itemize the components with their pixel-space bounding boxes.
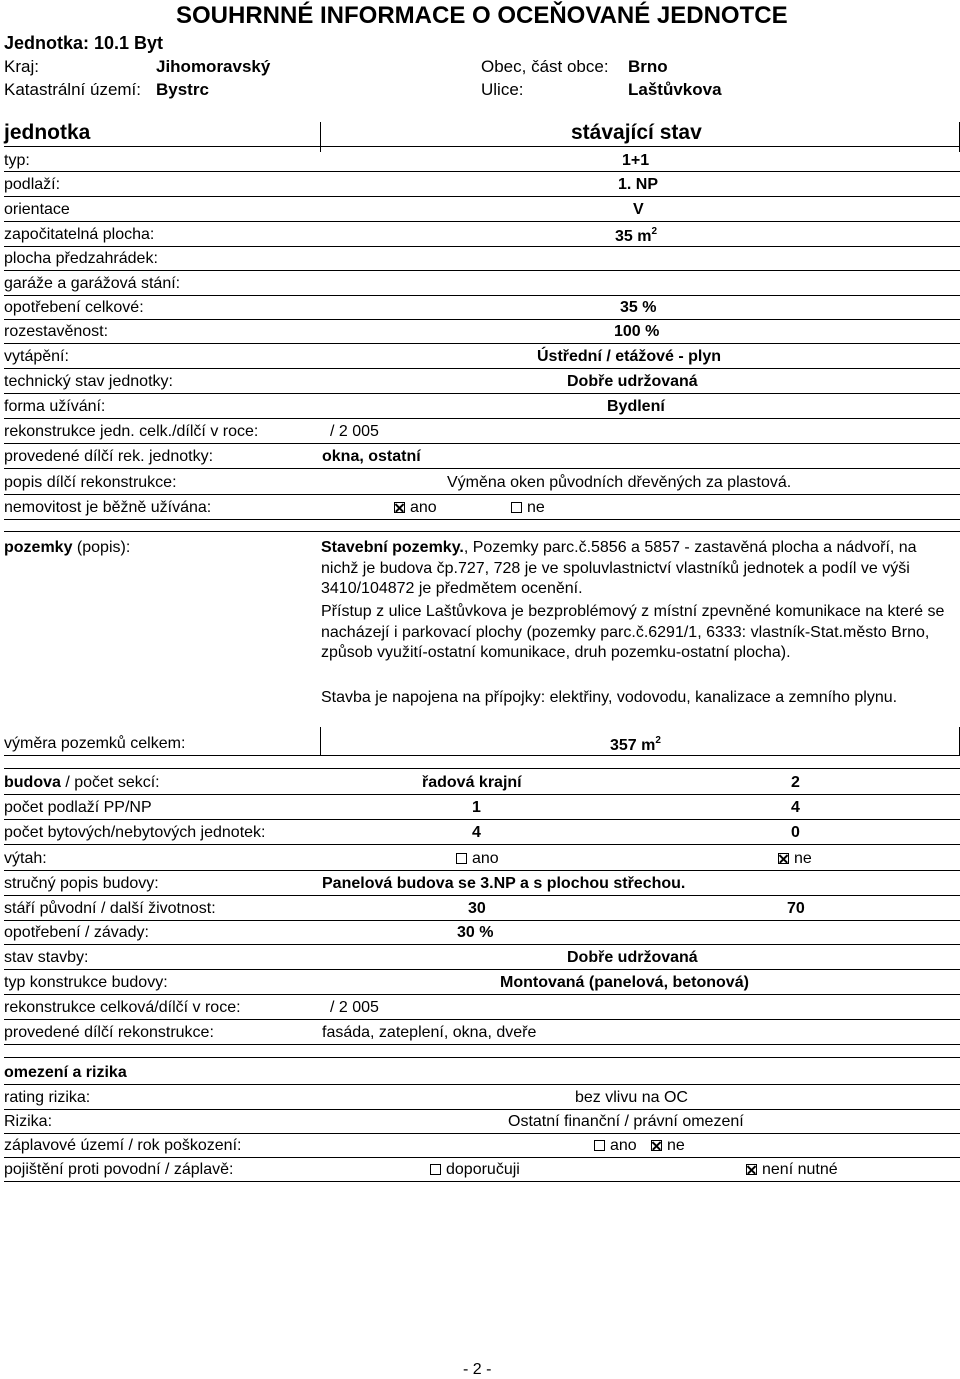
column-separator: [320, 727, 321, 755]
unit-column-title: stávající stav: [571, 121, 702, 144]
rozestavenost-value: 100 %: [614, 323, 660, 340]
opotrebeni-budovy-label: opotřebení / závady:: [4, 924, 149, 941]
jednotky-label: počet bytových/nebytových jednotek:: [4, 824, 266, 841]
divider: [4, 146, 960, 147]
np-value: 4: [791, 799, 800, 816]
land-title: pozemky (popis):: [4, 539, 131, 556]
divider: [4, 794, 960, 795]
divider: [4, 368, 960, 369]
divider: [4, 494, 960, 495]
divider: [4, 393, 960, 394]
divider: [4, 1019, 960, 1020]
zaplava-label: záplavové území / rok poškození:: [4, 1137, 242, 1154]
vytapeni-label: vytápění:: [4, 348, 69, 365]
konstrukce-label: typ konstrukce budovy:: [4, 974, 168, 991]
popis-label: popis dílčí rekonstrukce:: [4, 474, 177, 491]
vymera-label: výměra pozemků celkem:: [4, 735, 186, 752]
provedene-budovy-value: fasáda, zateplení, okna, dveře: [322, 1024, 537, 1041]
divider: [4, 468, 960, 469]
typ-label: typ:: [4, 152, 30, 169]
divider: [4, 969, 960, 970]
zaplava-yes-option[interactable]: ano: [594, 1138, 637, 1154]
uzivana-yes-option[interactable]: ano: [394, 500, 437, 516]
stav-stavby-value: Dobře udržovaná: [567, 949, 698, 966]
katastr-label: Katastrální území:: [4, 80, 142, 99]
obec-value: Brno: [628, 57, 668, 76]
divider: [4, 270, 960, 271]
pojisteni-label: pojištění proti povodní / záplavě:: [4, 1161, 234, 1178]
divider: [4, 246, 960, 247]
checked-box-icon: [394, 502, 405, 513]
checked-box-icon: [778, 853, 789, 864]
zivotnost-value: 70: [787, 900, 805, 917]
divider: [4, 895, 960, 896]
orientace-label: orientace: [4, 201, 70, 218]
sekce-count: 2: [791, 774, 800, 791]
nebytove-value: 0: [791, 824, 800, 841]
podlazi-value: 1. NP: [618, 176, 659, 193]
kraj-label: Kraj:: [4, 57, 39, 76]
vytah-yes-option[interactable]: ano: [456, 851, 499, 867]
land-paragraph-2: Přístup z ulice Laštůvkova je bezproblémový z místní zpevněné komunikace na které se nacházejí i parkovací plochy (pozemky parc.č.6291/1, 6333: vlastník-Stat.město Brno, způsob využití-ostatní komunikace, druh pozemku-ostatní plocha).: [321, 603, 945, 661]
checked-box-icon: [651, 1140, 662, 1151]
vymera-value: 357 $m^2$: [610, 735, 661, 754]
divider: [4, 870, 960, 871]
popis-budovy-label: stručný popis budovy:: [4, 875, 159, 892]
divider: [4, 819, 960, 820]
unit-line: Jednotka: 10.1 Byt: [4, 33, 164, 53]
rekonstrukce-budovy-value: / 2 005: [330, 999, 379, 1016]
plocha-label: započitatelná plocha:: [4, 226, 155, 243]
checkbox-icon: [430, 1164, 441, 1175]
divider: [4, 1057, 960, 1058]
tech-stav-value: Dobře udržovaná: [567, 373, 698, 390]
provedene-budovy-label: provedené dílčí rekonstrukce:: [4, 1024, 214, 1041]
podlazi-pp-np-label: počet podlaží PP/NP: [4, 799, 152, 816]
provedene-value: okna, ostatní: [322, 448, 421, 465]
divider: [4, 418, 960, 419]
forma-label: forma užívání:: [4, 398, 106, 415]
vytah-no-option[interactable]: ne: [778, 851, 812, 867]
checkbox-icon: [594, 1140, 605, 1151]
pp-value: 1: [472, 799, 481, 816]
zaplava-no-option[interactable]: ne: [651, 1138, 685, 1154]
opotrebeni-label: opotřebení celkové:: [4, 299, 144, 316]
pojisteni-nutne-option[interactable]: není nutné: [746, 1162, 838, 1178]
divider: [4, 920, 960, 921]
bytove-value: 4: [472, 824, 481, 841]
vytapeni-value: Ústřední / etážové - plyn: [537, 348, 722, 365]
divider: [4, 295, 960, 296]
obec-label: Obec, část obce:: [481, 57, 609, 76]
divider: [4, 1109, 960, 1110]
ulice-label: Ulice:: [481, 80, 524, 99]
rozestavenost-label: rozestavěnost:: [4, 323, 109, 340]
plocha-value: 35 $m^2$: [615, 226, 658, 245]
pojisteni-doporucuji-option[interactable]: doporučuji: [430, 1162, 520, 1178]
land-paragraph-1: Stavební pozemky., Pozemky parc.č.5856 a 5857 - zastavěná plocha a nádvoří, na nichž je budova čp.727, 728 je ve spoluvlastnictví vlastníků jednotek a podíl ve výši 3410/104872 je předmětem ocenění.: [321, 539, 917, 597]
rizika-value: Ostatní finanční / právní omezení: [508, 1113, 744, 1130]
divider: [4, 443, 960, 444]
rekonstrukce-budovy-label: rekonstrukce celková/dílčí v roce:: [4, 999, 241, 1016]
uzivana-label: nemovitost je běžně užívána:: [4, 499, 212, 516]
podlazi-label: podlaží:: [4, 176, 61, 193]
popis-budovy-value: Panelová budova se 3.NP a s plochou střechou.: [322, 875, 686, 892]
orientace-value: V: [633, 201, 644, 218]
konstrukce-value: Montovaná (panelová, betonová): [500, 974, 749, 991]
divider: [4, 1044, 960, 1045]
divider: [4, 1133, 960, 1134]
divider: [4, 221, 960, 222]
stari-value: 30: [468, 900, 486, 917]
checkbox-icon: [456, 853, 467, 864]
divider: [4, 319, 960, 320]
rekonstrukce-label: rekonstrukce jedn. celk./dílčí v roce:: [4, 423, 259, 440]
rekonstrukce-value: / 2 005: [330, 423, 379, 440]
divider: [4, 768, 960, 769]
garaze-label: garáže a garážová stání:: [4, 275, 181, 292]
typ-value: 1+1: [622, 152, 650, 169]
opotrebeni-budovy-value: 30 %: [457, 924, 494, 941]
budova-label: budova / počet sekcí:: [4, 774, 160, 791]
column-separator: [320, 122, 321, 152]
divider: [4, 1157, 960, 1158]
divider: [4, 994, 960, 995]
stari-label: stáří původní / další životnost:: [4, 900, 216, 917]
divider: [4, 1084, 960, 1085]
ulice-value: Laštůvkova: [628, 80, 722, 99]
unit-section-title: jednotka: [4, 121, 91, 144]
tech-stav-label: technický stav jednotky:: [4, 373, 173, 390]
divider: [4, 531, 960, 532]
vytah-label: výtah:: [4, 850, 47, 867]
opotrebeni-value: 35 %: [620, 299, 657, 316]
checked-box-icon: [746, 1164, 757, 1175]
rating-label: rating rizika:: [4, 1089, 91, 1106]
divider: [4, 343, 960, 344]
kraj-value: Jihomoravský: [156, 57, 271, 76]
forma-value: Bydlení: [607, 398, 665, 415]
divider: [4, 755, 960, 756]
divider: [4, 844, 960, 845]
page-number: - 2 -: [463, 1361, 492, 1378]
land-paragraph-3: Stavba je napojena na přípojky: elektřiny, vodovodu, kanalizace a zemního plynu.: [321, 689, 898, 706]
risks-title: omezení a rizika: [4, 1064, 127, 1081]
rating-value: bez vlivu na OC: [575, 1089, 688, 1106]
divider: [4, 196, 960, 197]
uzivana-no-option[interactable]: ne: [511, 500, 545, 516]
katastr-value: Bystrc: [156, 80, 209, 99]
provedene-label: provedené dílčí rek. jednotky:: [4, 448, 214, 465]
divider: [4, 944, 960, 945]
budova-type: řadová krajní: [422, 774, 522, 791]
checkbox-icon: [511, 502, 522, 513]
stav-stavby-label: stav stavby:: [4, 949, 89, 966]
rizika-label: Rizika:: [4, 1113, 53, 1130]
predzahradky-label: plocha předzahrádek:: [4, 250, 158, 267]
divider: [4, 519, 960, 520]
page-title: SOUHRNNÉ INFORMACE O OCEŇOVANÉ JEDNOTCE: [176, 2, 788, 29]
popis-value: Výměna oken původních dřevěných za plastová.: [447, 474, 792, 491]
divider: [4, 171, 960, 172]
divider: [4, 1181, 960, 1182]
